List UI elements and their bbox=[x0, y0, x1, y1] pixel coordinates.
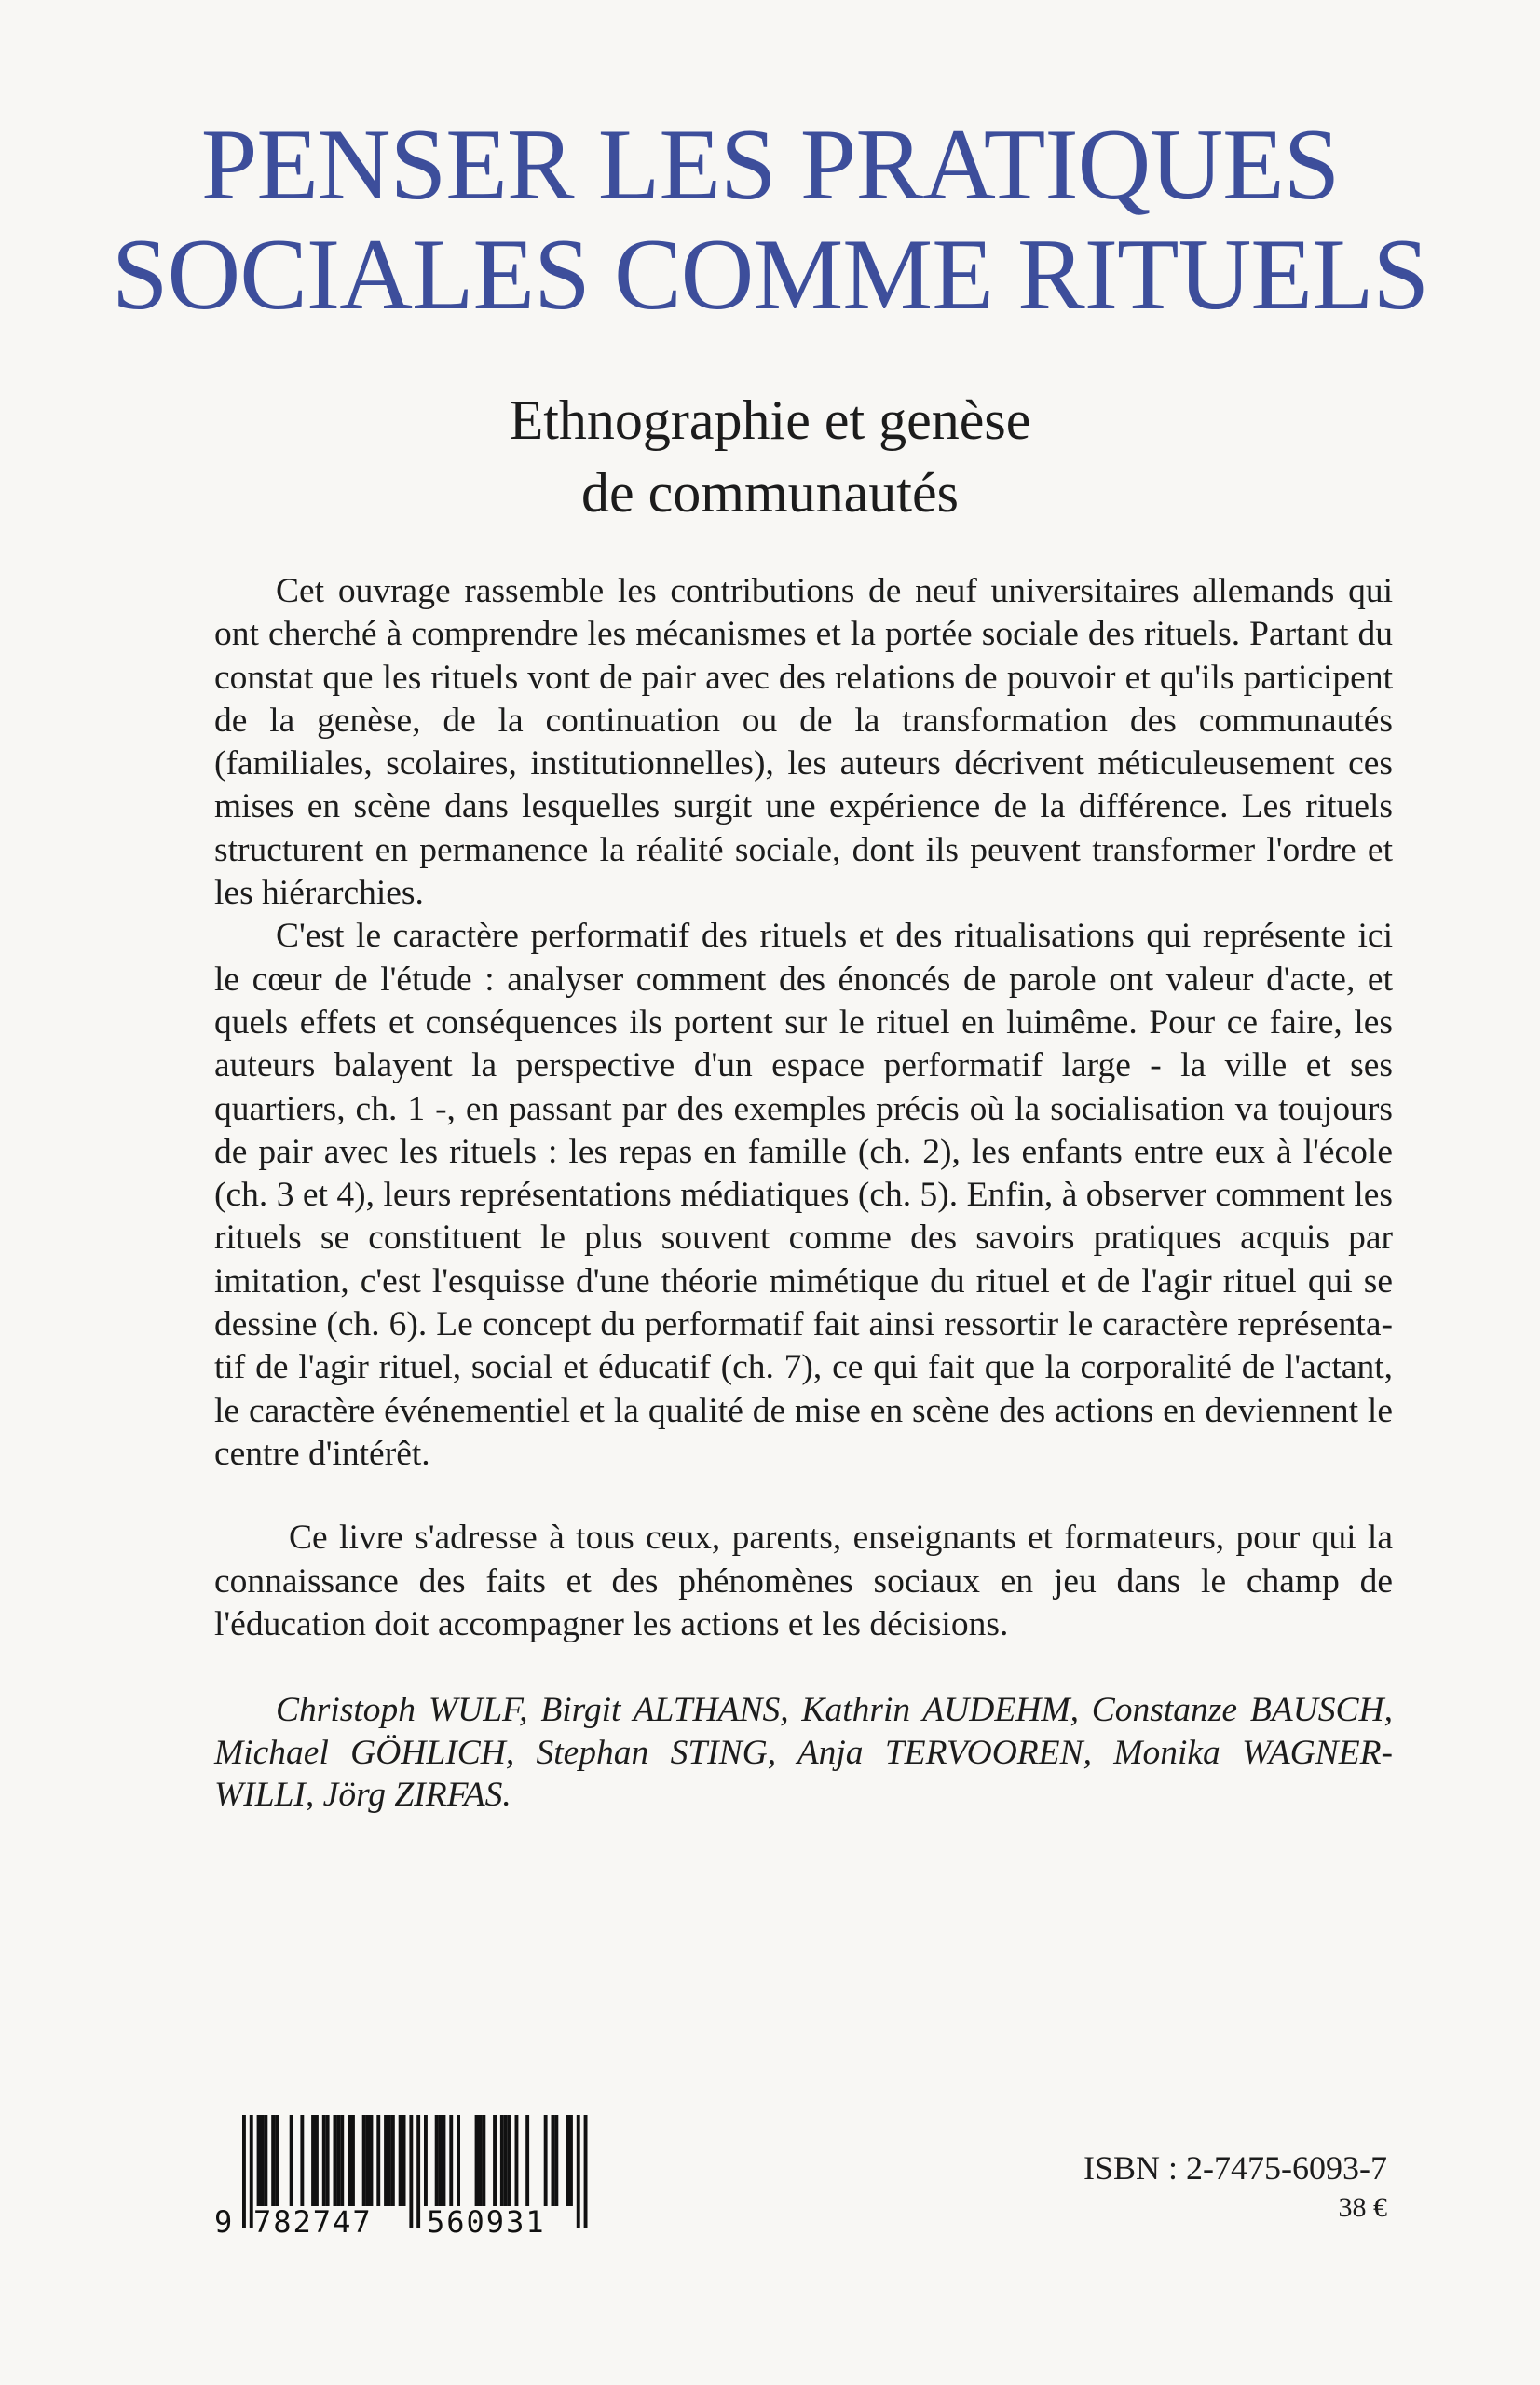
barcode-bar bbox=[479, 2115, 483, 2206]
title-line-1: PENSER LES PRATIQUES bbox=[200, 108, 1340, 221]
barcode-bar bbox=[322, 2115, 326, 2206]
barcode-bar bbox=[449, 2115, 453, 2206]
barcode-bar bbox=[435, 2115, 439, 2206]
barcode-bar bbox=[500, 2115, 504, 2206]
barcode-bar bbox=[362, 2115, 366, 2206]
barcode-bar bbox=[311, 2115, 315, 2206]
barcode-bar bbox=[525, 2115, 529, 2206]
barcode-bar bbox=[326, 2115, 330, 2206]
blurb-paragraph-3: Ce livre s'adresse à tous ceux, parents, enseignants et formateurs, pour qui la connaissance des faits et des phénomènes sociaux en jeu dans le champ de l'éducation doit accompagner les actions et les décisions. bbox=[214, 1519, 1393, 1643]
subtitle-line-1: Ethnographie et genèse bbox=[509, 389, 1031, 451]
blurb-paragraph-2: C'est le caractère performatif des rituels et des ritualisations qui représente ici le cœur de l'étude : analyser comment des énoncés de parole ont valeur d'acte, et quels effets et conséquences ils portent sur le rituel en luimême. Pour ce faire, les auteurs balayent la perspective d'un espace performatif large - la ville et ses quartiers, ch. 1 -, en passant par des exemples précis où la socialisation va toujours de pair avec les rituels : les repas en famille (ch. 2), les enfants entre eux à l'école (ch. 3 et 4), leurs représentations médiatiques (ch. 5). Enfin, à observer comment les rituels se constituent le plus souvent comme des savoirs pratiques acquis par imitation, c'est l'esquisse d'une théorie mimétique du rituel et de l'agir rituel qui se dessine (ch. 6). Le concept du performatif fait ainsi ressortir le caractère représentatif de l'agir rituel, social et éducatif (ch. 7), ce qui fait que la corporalité de l'actant, le caractère événementiel et la qualité de mise en scène des actions en deviennent le centre d'intérêt. bbox=[214, 917, 1393, 1473]
barcode-bar bbox=[493, 2115, 497, 2206]
title-line-2: SOCIALES COMME RITUELS bbox=[111, 218, 1429, 331]
subtitle-line-2: de communautés bbox=[581, 462, 959, 524]
barcode-bar bbox=[504, 2115, 508, 2206]
barcode-bar bbox=[300, 2115, 304, 2206]
barcode-bar bbox=[290, 2115, 293, 2206]
barcode-bar bbox=[261, 2115, 265, 2206]
barcode-bar bbox=[334, 2115, 337, 2206]
book-subtitle bbox=[0, 384, 1540, 529]
barcode-bar bbox=[384, 2115, 388, 2206]
barcode-bar bbox=[409, 2115, 413, 2228]
blurb bbox=[214, 570, 1393, 1817]
book-title bbox=[0, 110, 1540, 330]
barcode-bar bbox=[376, 2115, 380, 2206]
barcode-bar bbox=[257, 2115, 261, 2206]
barcode-bar bbox=[508, 2115, 511, 2206]
barcode-bar bbox=[242, 2115, 246, 2228]
barcode-bar bbox=[515, 2115, 519, 2206]
barcode-bar bbox=[315, 2115, 319, 2206]
barcode-bar bbox=[388, 2115, 391, 2206]
author-list: Christoph WULF, Birgit ALTHANS, Kathrin AUDEHM, Constanze BAUSCH, Michael GÖHLICH, Stephan STING, Anja TERVOOREN, Monika WAGNER-WILLI, Jörg ZIRFAS. bbox=[214, 1691, 1393, 1815]
barcode-bar bbox=[457, 2115, 460, 2206]
barcode bbox=[214, 2115, 596, 2236]
barcode-bar bbox=[271, 2115, 275, 2206]
barcode-bar bbox=[391, 2115, 395, 2206]
barcode-bar bbox=[439, 2115, 443, 2206]
barcode-bar bbox=[443, 2115, 446, 2206]
barcode-bar bbox=[577, 2115, 580, 2228]
barcode-bar bbox=[482, 2115, 485, 2206]
barcode-bar bbox=[584, 2115, 588, 2228]
barcode-bar bbox=[275, 2115, 279, 2206]
barcode-bar bbox=[554, 2115, 558, 2206]
barcode-bar bbox=[264, 2115, 267, 2206]
barcode-bar bbox=[399, 2115, 402, 2206]
barcode-bar bbox=[351, 2115, 355, 2206]
barcode-bar bbox=[424, 2115, 428, 2206]
blurb-paragraph-1: Cet ouvrage rassemble les contributions de neuf universitaires allemands qui ont cherché à comprendre les mécanismes et la portée sociale des rituels. Partant du constat que les rituels vont de pair avec des relations de pouvoir et qu'ils participent de la genèse, de la continuation ou de la transformation des communautés (familiales, scolaires, institutionnelles), les auteurs décrivent méticuleusement ces mises en scène dans lesquelles surgit une expérience de la différence. Les rituels structurent en permanence la réalité sociale, dont ils peuvent transformer l'ordre et les hiérarchies. bbox=[214, 572, 1393, 913]
barcode-bar bbox=[569, 2115, 573, 2206]
barcode-bar bbox=[402, 2115, 406, 2206]
barcode-bar bbox=[370, 2115, 374, 2206]
barcode-bar bbox=[566, 2115, 569, 2206]
barcode-bar bbox=[336, 2115, 340, 2206]
barcode-bar bbox=[475, 2115, 479, 2206]
barcode-bar bbox=[348, 2115, 351, 2206]
barcode-digits-group-1: 782747 bbox=[253, 2204, 373, 2236]
isbn: ISBN : 2-7475-6093-7 bbox=[1083, 2149, 1387, 2187]
barcode-bar bbox=[552, 2115, 555, 2206]
barcode-digits-group-2: 560931 bbox=[427, 2204, 546, 2236]
price: 38 € bbox=[1338, 2192, 1387, 2223]
barcode-bar bbox=[366, 2115, 370, 2206]
barcode-bar bbox=[416, 2115, 420, 2228]
barcode-bar bbox=[340, 2115, 344, 2206]
barcode-digit-first: 9 bbox=[214, 2204, 233, 2236]
barcode-bar bbox=[544, 2115, 548, 2206]
